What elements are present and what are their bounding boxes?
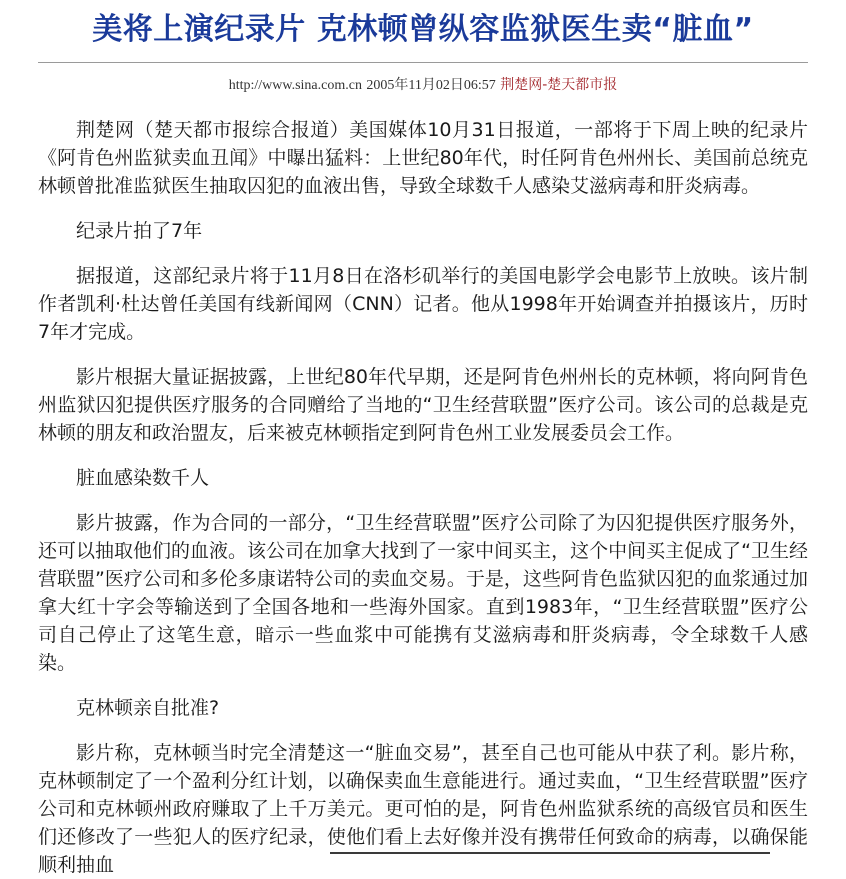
source-line (0, 75, 846, 95)
article-body (38, 116, 808, 879)
bottom-divider (330, 852, 770, 854)
source-url: http://www.sina.com.cn (228, 78, 362, 93)
source-name-link[interactable]: 荆楚网-楚天都市报 (500, 77, 618, 93)
publish-datetime: 2005年11月02日06:57 (366, 78, 496, 93)
section-heading: 脏血感染数千人 (76, 467, 210, 489)
article-title: 美将上演纪录片 克林顿曾纵容监狱医生卖“脏血” (92, 12, 754, 47)
body-paragraph: 影片称，克林顿当时完全清楚这一“脏血交易”，甚至自己也可能从中获了利。影片称，克林顿制定了一个盈利分红计划，以确保卖血生意能进行。通过卖血，“卫生经营联盟”医疗公司和克林顿州政府赚取了上千万美元。更可怕的是，阿肯色州监狱系统的高级官员和医生们还修改了一些犯人的医疗纪录，使他们看上去好像并没有携带任何致命的病毒，以确保能顺利抽血 (38, 742, 808, 876)
body-paragraph: 影片披露，作为合同的一部分，“卫生经营联盟”医疗公司除了为囚犯提供医疗服务外，还可以抽取他们的血液。该公司在加拿大找到了一家中间买主，这个中间买主促成了“卫生经营联盟”医疗公司和多伦多康诺特公司的卖血交易。于是，这些阿肯色监狱囚犯的血浆通过加拿大红十字会等输送到了全国各地和一些海外国家。直到1983年，“卫生经营联盟”医疗公司自己停止了这笔生意，暗示一些血浆中可能携有艾滋病毒和肝炎病毒，令全球数千人感染。 (38, 512, 808, 674)
title-divider (38, 62, 808, 63)
body-paragraph: 据报道，这部纪录片将于11月8日在洛杉矶举行的美国电影学会电影节上放映。该片制作者凯利·杜达曾任美国有线新闻网（CNN）记者。他从1998年开始调查并拍摄该片，历时7年才完成。 (38, 265, 808, 343)
section-heading: 纪录片拍了7年 (76, 220, 203, 242)
section-heading: 克林顿亲自批准? (76, 697, 220, 719)
lead-paragraph: 荆楚网（楚天都市报综合报道）美国媒体10月31日报道，一部将于下周上映的纪录片《阿肯色州监狱卖血丑闻》中曝出猛料：上世纪80年代，时任阿肯色州州长、美国前总统克林顿曾批准监狱医生抽取囚犯的血液出售，导致全球数千人感染艾滋病毒和肝炎病毒。 (38, 119, 808, 197)
body-paragraph: 影片根据大量证据披露，上世纪80年代早期，还是阿肯色州州长的克林顿，将向阿肯色州监狱囚犯提供医疗服务的合同赠给了当地的“卫生经营联盟”医疗公司。该公司的总裁是克林顿的朋友和政治盟友，后来被克林顿指定到阿肯色州工业发展委员会工作。 (38, 366, 808, 444)
